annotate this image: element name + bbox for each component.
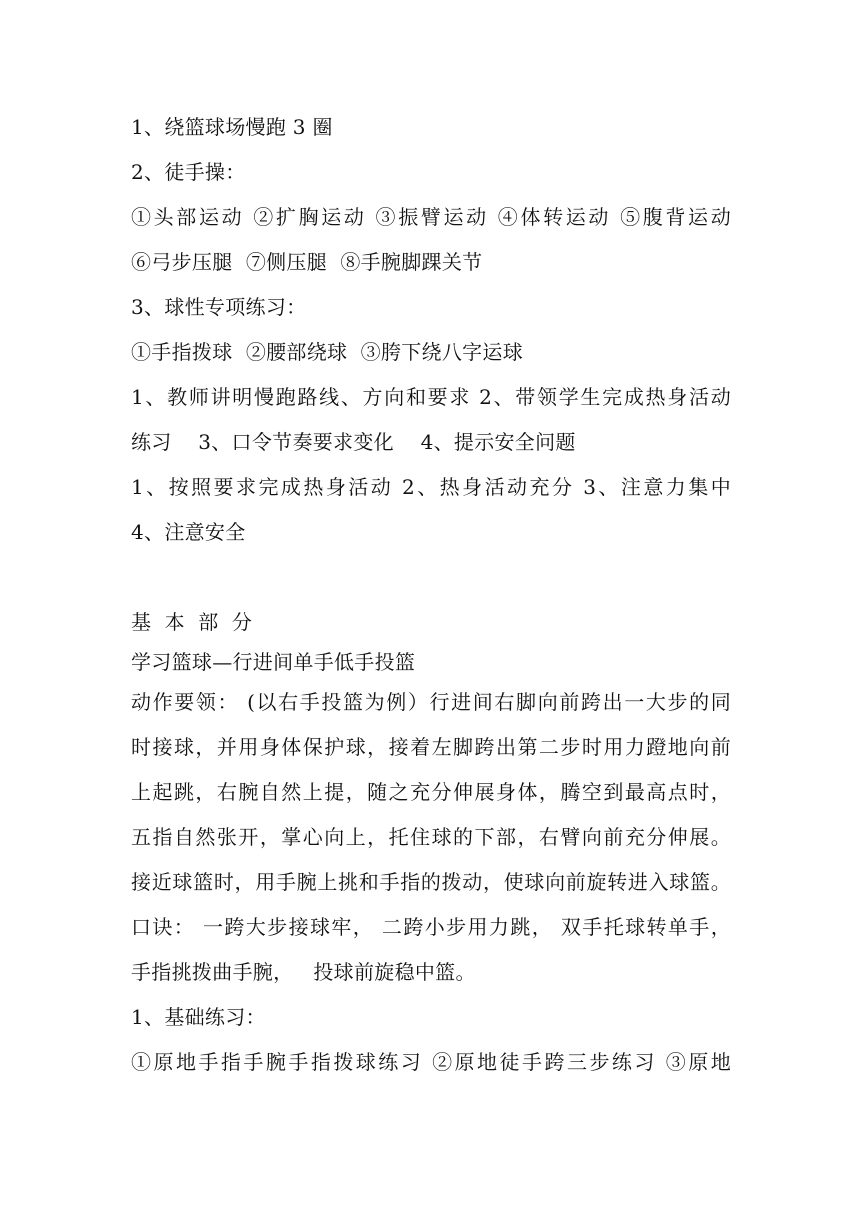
technique-paragraph-line-2: 时接球，并用身体保护球，接着左脚跨出第二步时用力蹬地向前 [131,735,731,759]
technique-paragraph-line-3: 上起跳，右腕自然上提，随之充分伸展身体，腾空到最高点时， [131,780,731,804]
mnemonic-line-1: 口诀： 一跨大步接球牢， 二跨小步用力跳， 双手托球转单手， [131,915,731,939]
technique-paragraph-line-5: 接近球篮时，用手腕上挑和手指的拨动，使球向前旋转进入球篮。 [131,870,731,894]
student-requirements-line-1: 1、按照要求完成热身活动 2、热身活动充分 3、注意力集中 [131,475,731,499]
teacher-guidance-line-2: 练习 3、口令节奏要求变化 4、提示安全问题 [131,430,576,454]
ball-practice-list: ①手指拨球 ②腰部绕球 ③胯下绕八字运球 [131,340,524,364]
freehand-exercise-list-1: ①头部运动 ②扩胸运动 ③振臂运动 ④体转运动 ⑤腹背运动 [131,205,731,229]
student-requirements-line-2: 4、注意安全 [131,520,246,544]
section-gap [131,562,731,607]
basic-practice-list: ①原地手指手腕手指拨球练习 ②原地徒手跨三步练习 ③原地 [131,1050,731,1074]
freehand-exercise-heading: 2、徒手操： [131,160,246,184]
document-body [131,112,731,1092]
mnemonic-line-2: 手指挑拨曲手腕， 投球前旋稳中篮。 [131,960,476,984]
warmup-jog-line: 1、绕篮球场慢跑 3 圈 [131,115,333,139]
section-heading-basic-part: 基 本 部 分 [131,610,253,634]
basic-practice-heading: 1、基础练习： [131,1005,266,1029]
teacher-guidance-line-1: 1、教师讲明慢跑路线、方向和要求 2、带领学生完成热身活动 [131,385,731,409]
lesson-title: 学习篮球—行进间单手低手投篮 [131,650,416,674]
technique-paragraph-line-1: 动作要领： (以右手投篮为例）行进间右脚向前跨出一大步的同 [131,690,731,714]
technique-paragraph-line-4: 五指自然张开，掌心向上，托住球的下部，右臂向前充分伸展。 [131,825,731,849]
ball-practice-heading: 3、球性专项练习： [131,295,307,319]
freehand-exercise-list-2: ⑥弓步压腿 ⑦侧压腿 ⑧手腕脚踝关节 [131,250,483,274]
